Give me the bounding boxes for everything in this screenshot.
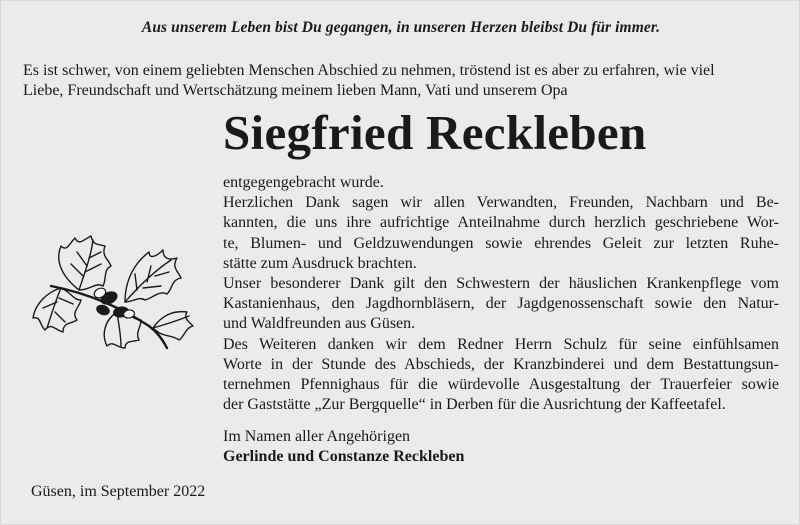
intro-text [23,61,793,101]
body-line: Des Weiteren danken wir dem Redner Herrn Schulz für seine einfühlsamen [223,335,779,353]
body-line: der Gaststätte „Zur Bergquelle“ in Derben für die Ausrichtung der Kaffeetafel. [223,396,726,414]
signers: Gerlinde und Constanze Reckleben [223,448,465,465]
body-line: Worte in der Stunde des Abschieds, der Kranzbinderei und dem Bestattungsun- [223,355,779,373]
body-line: Kastanienhaus, den Jagdhornbläsern, der Jagdgenossenschaft sowie den Natur- [223,295,779,313]
body-line: stätte zum Ausdruck brachten. [223,254,417,272]
intro-line: Es ist schwer, von einem geliebten Menschen Abschied zu nehmen, tröstend ist es aber zu erfahren, wie viel [23,62,715,79]
body-line: Unser besonderer Dank gilt den Schwestern der häuslichen Krankenpflege vom [223,274,779,292]
body-line: te, Blumen- und Geldzuwendungen sowie ehrendes Geleit zur letzten Ruhe- [223,234,779,252]
body-line: und Waldfreunden aus Güsen. [223,315,416,333]
intro-line: Liebe, Freundschaft und Wertschätzung meinem lieben Mann, Vati und unserem Opa [23,82,568,99]
body-line: Herzlichen Dank sagen wir allen Verwandten, Freunden, Nachbarn und Be- [223,194,779,212]
deceased-name: Siegfried Reckleben [223,105,647,160]
oak-leaves-acorn-icon [21,216,201,356]
body-line: entgegengebracht wurde. [223,174,384,191]
body-line: kannten, die uns ihre aufrichtige Anteilnahme durch herzlich geschriebene Wor- [223,214,779,232]
place-date: Güsen, im September 2022 [31,483,206,500]
body-text [223,173,779,415]
motto: Aus unserem Leben bist Du gegangen, in unseren Herzen bleibst Du für immer. [141,19,661,36]
on-behalf-line: Im Namen aller Angehörigen [223,428,411,445]
body-line: ternehmen Pfennighaus für die würdevolle Ausgestaltung der Trauerfeier sowie [223,375,779,393]
closing-block [223,427,464,467]
